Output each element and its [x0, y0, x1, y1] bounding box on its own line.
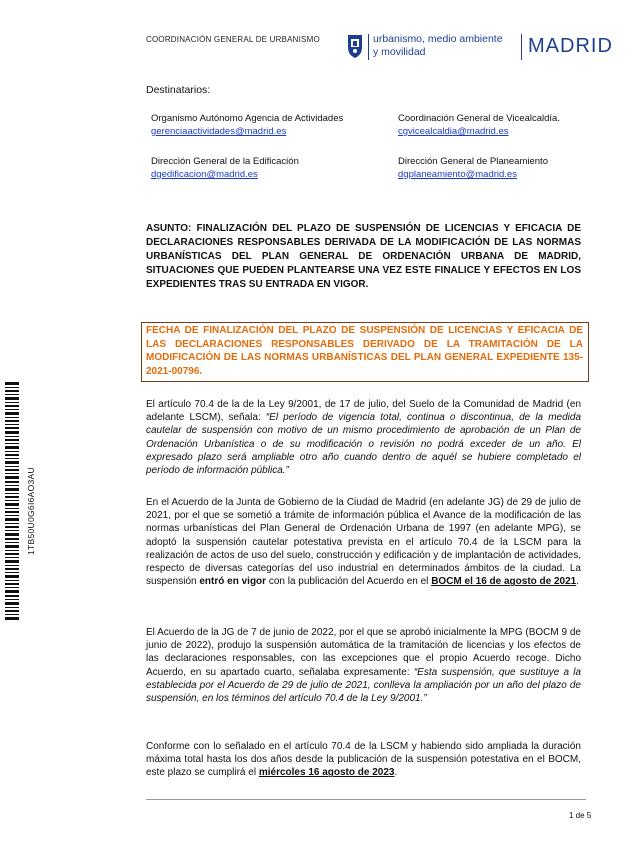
page-number: 1 de 5 [569, 811, 592, 820]
paragraph-text: . [394, 767, 398, 779]
paragraph-2 [146, 496, 581, 588]
paragraph-text: Conforme con lo señalado en el artículo 70.4 de la LSCM y habiendo sido ampliada la duración máxima total hasta los dos años desde la publicación de la suspensión potestativa en el BOCM, este plazo se cumplirá el [146, 741, 581, 779]
recipient-name: Coordinación General de Vicealcaldía. [398, 113, 560, 124]
legal-quote: “El período de vigencia total, continua o discontinua, de la medida cautelar de suspensión con motivo de un mismo procedimiento de aprobación de un Plan de Ordenación Urbanística o de su modificación o revisión no podrá exceder de un año. El expresado plazo será ampliable otro año cuando dentro de aquél se hubiere completado el período de información pública.” [146, 412, 582, 477]
deadline-heading: FECHA DE FINALIZACIÓN DEL PLAZO DE SUSPENSIÓN DE LICENCIAS Y EFICACIA DE LAS DECLARACIONES RESPONSABLES DERIVADO DE LA TRAMITACIÓN DE LA MODIFICACIÓN DE LAS NORMAS URBANÍSTICAS DEL PLAN GENERAL EXPEDIENTE 135-2021-00796. [146, 325, 583, 377]
madrid-coat-of-arms-icon [346, 33, 364, 59]
paragraph-3 [146, 626, 581, 705]
recipient [398, 112, 560, 138]
paragraph-text: El Acuerdo de la JG de 7 de junio de 2022, por el que se aprobó inicialmente la MPG (BOCM 9 de junio de 2022), produjo la suspensión automática de la tramitación de licencias y los efectos de las declaraciones responsables, con las excepciones que el propio Acuerdo recoge. Dicho Acuerdo, en su apartado cuarto, señalaba expresamente: [146, 627, 581, 678]
recipient [151, 155, 299, 181]
recipient [398, 155, 548, 181]
highlighted-date: miércoles 16 agosto de 2023 [258, 767, 395, 779]
logo-divider [521, 34, 522, 60]
recipient [151, 112, 343, 138]
recipient-email-link[interactable]: cgvicealcaldia@madrid.es [398, 126, 509, 137]
logo-department-line1: urbanismo, medio ambiente [373, 33, 503, 45]
recipient-name: Dirección General de Planeamiento [398, 156, 548, 167]
footer-divider [146, 799, 586, 800]
paragraph-text: . [576, 576, 580, 588]
recipient-name: Organismo Autónomo Agencia de Actividades [151, 113, 344, 124]
highlighted-date: BOCM el 16 de agosto de 2021 [431, 576, 577, 588]
subject-heading: ASUNTO: FINALIZACIÓN DEL PLAZO DE SUSPENSIÓN DE LICENCIAS Y EFICACIA DE DECLARACIONES RESPONSABLES DERIVADA DE LA MODIFICACIÓN DE LAS NORMAS URBANÍSTICAS DEL PLAN GENERAL DE ORDENACIÓN URBANA DE MADRID, SITUACIONES QUE PUEDEN PLANTEARSE UNA VEZ ESTE FINALICE Y EFECTOS EN LOS EXPEDIENTES TRAS SU ENTRADA EN VIGOR. [146, 223, 581, 290]
barcode-icon [5, 382, 19, 622]
paragraph-1 [146, 398, 581, 477]
paragraph-text: El artículo 70.4 de la de la Ley 9/2001, de 17 de julio, del Suelo de la Comunidad de Madrid (en adelante LSCM), señala: [146, 399, 581, 424]
recipient-email-link[interactable]: gerenciaactividades@madrid.es [151, 126, 287, 137]
logo-department [373, 33, 503, 59]
emphasis-text: entró en vigor [199, 576, 267, 588]
logo-divider [368, 34, 369, 60]
paragraph-4 [146, 740, 581, 780]
paragraph-text: En el Acuerdo de la Junta de Gobierno de la Ciudad de Madrid (en adelante JG) de 29 de julio de 2021, por el que se sometió a trámite de información pública el Avance de la modificación de las normas urbanísticas del Plan General de Ordenación Urbana de 1997 (en adelante MPG), se adoptó la suspensión cautelar potestativa prevista en el artículo 70.4 de la LSCM para la realización de actos de uso del suelo, construcción y edificación y de implantación de actividades, respecto de diversas categorías del uso industrial en determinados ámbitos de la ciudad. La suspensión [146, 497, 581, 588]
paragraph-text: con la publicación del Acuerdo en el [266, 576, 432, 588]
header-organization: COORDINACIÓN GENERAL DE URBANISMO [146, 35, 320, 44]
document-verification-code: 1TB50U0G6I6AO3AU [26, 467, 36, 555]
recipients-title: Destinatarios: [146, 84, 211, 96]
recipient-email-link[interactable]: dgedificacion@madrid.es [151, 169, 258, 180]
legal-quote: “Esta suspensión, que sustituye a la establecida por el Acuerdo de 29 de julio de 2021, conlleva la ampliación por un año del plazo de suspensión, en los términos del artículo 70.4 de la Ley 9/2001.” [146, 666, 582, 705]
recipient-email-link[interactable]: dgplaneamiento@madrid.es [398, 169, 517, 180]
logo-department-line2: y movilidad [373, 46, 426, 58]
recipient-name: Dirección General de la Edificación [151, 156, 299, 167]
logo-city: MADRID [528, 35, 613, 57]
